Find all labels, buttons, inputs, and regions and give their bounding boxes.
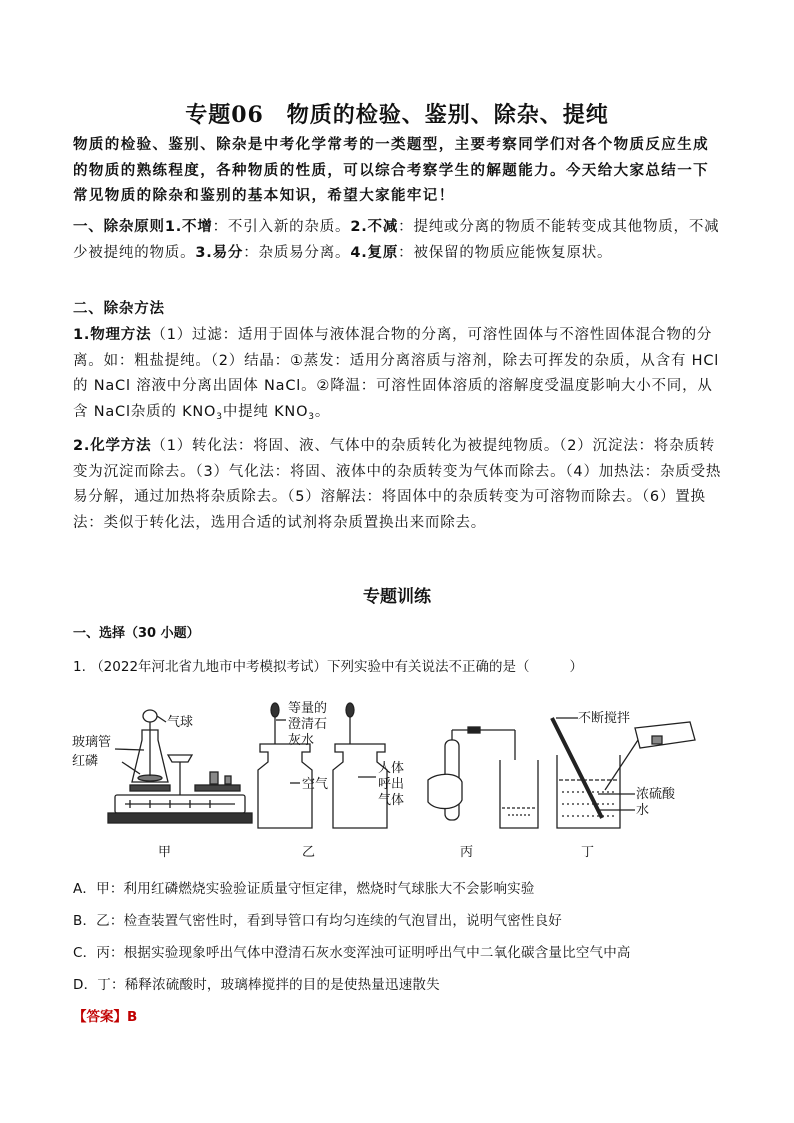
physical-text: 中提纯 KNO <box>222 403 309 420</box>
option-text: 丙：根据实验现象呼出气体中澄清石灰水变浑浊可证明呼出气中二氧化碳含量比空气中高 <box>96 945 631 961</box>
option-label: B． <box>73 913 97 929</box>
answer-label: 【答案】 <box>73 1009 127 1025</box>
question-source: （2022年河北省九地市中考模拟考试） <box>90 659 328 675</box>
option-label: D． <box>73 977 98 993</box>
label-buduan: 不断搅拌 <box>578 711 631 726</box>
option-label: C． <box>73 945 97 961</box>
experiment-figure <box>70 700 720 870</box>
intro-paragraph: 物质的检验、鉴别、除杂是中考化学常考的一类题型，主要考察同学们对各个物质反应生成的物质的熟练程度，各种物质的性质，可以综合考察学生的解题能力。今天给大家总结一下常见物质的除杂和鉴别的基本知识，希望大家能牢记！ <box>73 137 709 204</box>
principle-text: ：被保留的物质应能恢复原状。 <box>398 244 613 261</box>
option-text: 丁：稀释浓硫酸时，玻璃棒搅拌的目的是使热量迅速散失 <box>97 977 440 993</box>
label-bing: 丙 <box>460 845 474 860</box>
answer-line <box>73 1005 137 1025</box>
principle-text: ：提纯或分离的物质不能转变成其他物质，不减少被提纯的物质。 <box>73 219 720 261</box>
principle-text: ：杂质易分离。 <box>243 244 351 261</box>
physical-methods-paragraph <box>73 323 723 430</box>
choice-heading: 一、选择（30 小题） <box>73 626 200 641</box>
principle-num: 1. <box>164 219 183 235</box>
label-yi: 乙 <box>302 845 316 860</box>
chemical-label: 2.化学方法 <box>73 438 152 454</box>
methods-heading: 二、除杂方法 <box>73 301 165 317</box>
label-shui: 水 <box>636 803 650 818</box>
subscript: 3 <box>216 411 223 422</box>
section-title: 专题训练 <box>363 587 431 607</box>
apparatus-bing <box>428 727 538 828</box>
label-qiqiu: 气球 <box>167 715 194 730</box>
principle-key: 复原 <box>367 244 399 261</box>
subscript: 3 <box>308 411 315 422</box>
answer-value: B <box>127 1009 138 1025</box>
physical-text: 。 <box>314 403 331 420</box>
label-chengqing: 澄清石 <box>288 717 328 732</box>
question-text-end: ） <box>569 659 584 675</box>
apparatus-ding <box>552 718 695 828</box>
option-text: 乙：检查装置气密性时，看到导管口有均匀连续的气泡冒出，说明气密性良好 <box>96 913 562 929</box>
question-text: 下列实验中有关说法不正确的是（ <box>327 659 530 675</box>
question-number: 1. <box>73 659 86 675</box>
principle-key: 不减 <box>367 219 399 235</box>
principle-key: 不增 <box>182 219 213 235</box>
question-stem <box>73 655 583 675</box>
label-ding: 丁 <box>581 845 595 860</box>
label-kongqi: 空气 <box>302 777 329 792</box>
label-jia: 甲 <box>158 845 172 860</box>
principles-heading: 一、除杂原则 <box>73 219 165 235</box>
page-title: 专题06 物质的检验、鉴别、除杂、提纯 <box>185 102 609 128</box>
option-b <box>73 909 562 929</box>
label-qiti: 气体 <box>378 793 405 808</box>
option-label: A． <box>73 881 97 897</box>
principle-key: 易分 <box>212 244 244 261</box>
option-d <box>73 973 440 993</box>
principle-text: ：不引入新的杂质。 <box>212 219 351 235</box>
chemical-text: （1）转化法：将固、液、气体中的杂质转化为被提纯物质。（2）沉淀法：将杂质转变为沉淀而除去。（3）气化法：将固、液体中的杂质转变为气体而除去。（4）加热法：杂质受热易分解，通过加热将杂质除去。（5）溶解法：将固体中的杂质转变为可溶物而除去。（6）置换法：类似于转化法，选用合适的试剂将杂质置换出来而除去。 <box>73 438 722 531</box>
principle-num: 4. <box>350 244 368 261</box>
label-huishui: 灰水 <box>288 733 315 748</box>
label-renti: 人体 <box>378 761 405 776</box>
physical-label: 1.物理方法 <box>73 327 152 343</box>
label-honglin: 红磷 <box>72 754 99 769</box>
principle-num: 2. <box>350 219 368 235</box>
option-c <box>73 941 631 961</box>
label-huchu: 呼出 <box>378 777 405 792</box>
option-a <box>73 877 535 897</box>
principles-paragraph <box>73 215 723 266</box>
physical-text: （1）过滤：适用于固体与液体混合物的分离，可溶性固体与不溶性固体混合物的分离。如：粗盐提纯。（2）结晶：①蒸发：适用分离溶质与溶剂，除去可挥发的杂质，从含有 HCl的 NaCl 溶液中分离出固体 NaCl。②降温：可溶性固体溶质的溶解度受温度影响大小不同，从含 NaCl杂质的 KNO <box>73 327 720 420</box>
label-nongliusuan: 浓硫酸 <box>636 787 676 802</box>
option-text: 甲：利用红磷燃烧实验验证质量守恒定律，燃烧时气球胀大不会影响实验 <box>96 881 535 897</box>
chemical-methods-paragraph <box>73 434 723 536</box>
label-boliguan: 玻璃管 <box>72 735 112 750</box>
principle-num: 3. <box>195 244 213 261</box>
label-dengliang: 等量的 <box>288 701 328 716</box>
